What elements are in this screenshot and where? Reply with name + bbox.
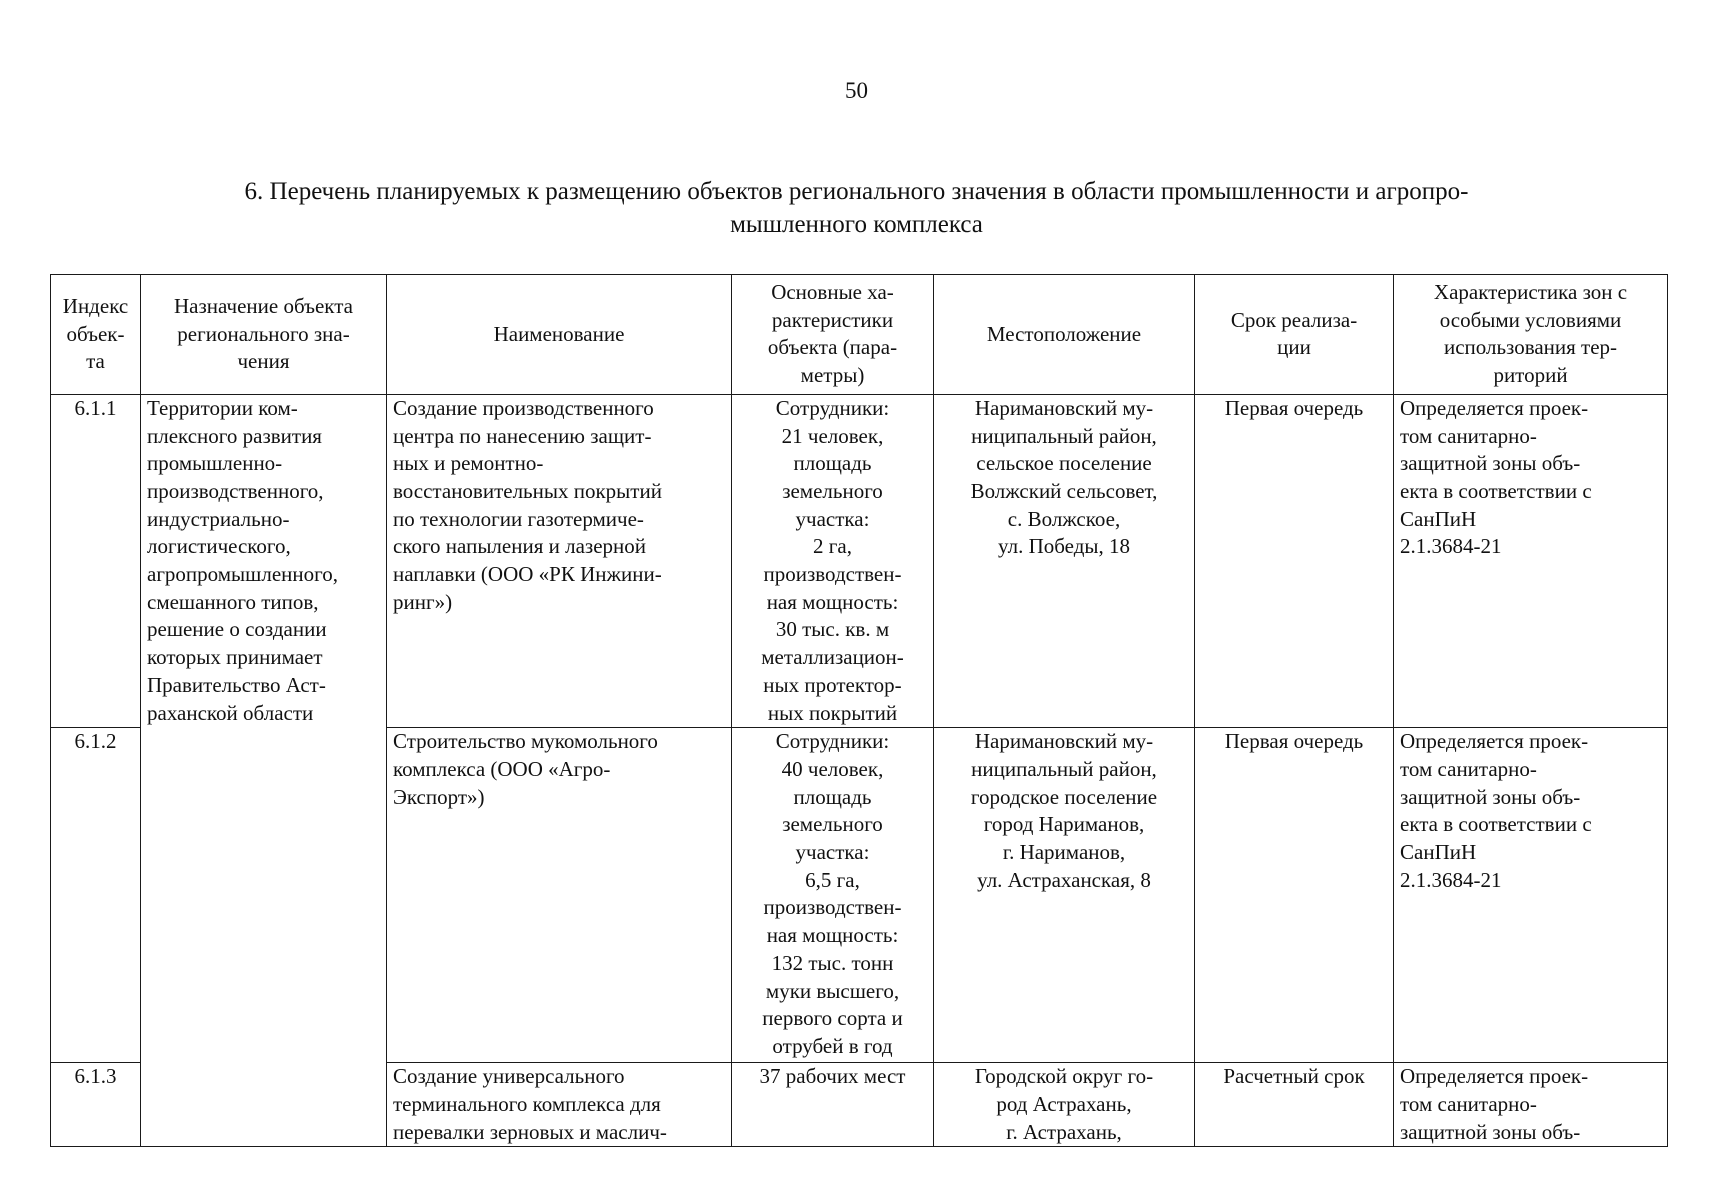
cell-text-line: 132 тыс. тонн [771,950,894,975]
cell-text-line: решение о создании [147,617,327,642]
cell-location [934,1063,1195,1147]
cell-text-line: Определяется проек- [1400,395,1589,420]
cell-text-line: особыми условиями [1439,307,1622,332]
cell-text-line: земельного [782,478,883,503]
cell-text-line: перевалки зерновых и маслич- [393,1119,667,1144]
cell-text-line: ского напыления и лазерной [393,534,646,559]
cell-text-line: род Астрахань, [996,1091,1132,1116]
cell-text-line: Волжский сельсовет, [970,478,1158,503]
cell-text-line: ных и ремонтно- [393,451,544,476]
cell-text-line: 21 человек, [781,423,884,448]
cell-text-line: Первая очередь [1224,729,1364,754]
cell-text-line: индустриально- [147,506,290,531]
cell-text-line: отрубей в год [772,1033,893,1058]
cell-text-line: город Нариманов, [983,812,1145,837]
cell-text-line: г. Астрахань, [1006,1119,1122,1144]
cell-text-line: Определяется проек- [1400,729,1589,754]
cell-text-line: Первая очередь [1224,395,1364,420]
cell-params [732,728,934,1063]
cell-text-line: Территории ком- [147,395,298,420]
cell-text-line: Правительство Аст- [147,672,326,697]
cell-text-line: производствен- [763,895,902,920]
header-row [51,275,1668,395]
header-location [934,275,1195,395]
cell-text-line: Расчетный срок [1223,1064,1365,1089]
cell-text-line: площадь [793,784,872,809]
cell-name [387,728,732,1063]
cell-text-line: та [86,349,105,374]
cell-text-line: наплавки (ООО «РК Инжини- [393,562,662,587]
cell-name [387,1063,732,1147]
cell-text-line: участка: [795,840,870,865]
cell-text-line: том санитарно- [1400,756,1537,781]
cell-text-line: рактеристики [771,307,894,332]
cell-text-line: г. Нариманов, [1002,840,1126,865]
cell-text-line: регионального зна- [177,321,350,346]
cell-text-line: 37 рабочих мест [759,1064,906,1089]
cell-text-line: терминального комплекса для [393,1091,661,1116]
cell-text-line: ных протектор- [763,672,902,697]
cell-term [1195,394,1394,727]
cell-text-line: Срок реализа- [1230,307,1358,332]
cell-text-line: Экспорт») [393,784,485,809]
cell-zones [1394,728,1668,1063]
cell-text-line: Местоположение [986,321,1142,346]
cell-text-line: центра по нанесению защит- [393,423,652,448]
page-number: 50 [845,78,868,103]
cell-text-line: с. Волжское, [1007,506,1121,531]
cell-text-line: земельного [782,812,883,837]
cell-text-line: объекта (пара- [767,335,898,360]
cell-text-line: екта в соответствии с [1400,478,1592,503]
cell-text-line: чения [237,349,290,374]
document-title [150,175,1563,241]
cell-text-line: городское поселение [970,784,1158,809]
cell-text-line: плексного развития [147,423,322,448]
cell-term [1195,728,1394,1063]
title-line: 6. Перечень планируемых к размещению объектов регионального значения в области промышленности и агропро- [244,178,1469,205]
cell-text-line: ул. Победы, 18 [998,534,1130,559]
cell-text-line: по технологии газотермиче- [393,506,644,531]
cell-text-line: промышленно- [147,451,283,476]
cell-text-line: 30 тыс. кв. м [775,617,890,642]
cell-text-line: металлизацион- [761,645,904,670]
cell-text-line: производствен- [763,562,902,587]
cell-text-line: защитной зоны объ- [1400,784,1581,809]
cell-params [732,394,934,727]
cell-text-line: комплекса (ООО «Агро- [393,756,611,781]
cell-index: 6.1.3 [51,1063,141,1147]
cell-text-line: ринг») [393,589,453,614]
cell-text-line: Создание универсального [393,1064,625,1089]
cell-text-line: ная мощность: [766,589,899,614]
cell-text-line: производственного, [147,478,324,503]
cell-text-line: 2.1.3684-21 [1400,867,1502,892]
header-name [387,275,732,395]
cell-zones [1394,394,1668,727]
cell-text-line: 2.1.3684-21 [1400,534,1502,559]
cell-text-line: Наримановский му- [974,729,1154,754]
cell-purpose [141,394,387,1147]
cell-text-line: сельское поселение [976,451,1152,476]
cell-text-line: СанПиН [1400,840,1477,865]
cell-index: 6.1.1 [51,394,141,727]
cell-text-line: ниципальный район, [971,756,1157,781]
cell-text-line: первого сорта и [762,1006,903,1031]
cell-text-line: защитной зоны объ- [1400,451,1581,476]
header-purpose [141,275,387,395]
cell-text-line: восстановительных покрытий [393,478,662,503]
cell-text-line: Характеристика зон с [1433,280,1628,304]
cell-text-line: которых принимает [147,645,323,670]
cell-text-line: Основные ха- [771,280,894,304]
cell-text-line: Наримановский му- [974,395,1154,420]
cell-text-line: метры) [800,363,865,388]
cell-zones [1394,1063,1668,1147]
cell-text-line: Сотрудники: [775,729,890,754]
cell-text-line: Индекс [62,293,129,318]
cell-text-line: ная мощность: [766,923,899,948]
cell-text-line: Городской округ го- [974,1064,1154,1089]
cell-params [732,1063,934,1147]
cell-text-line: СанПиН [1400,506,1477,531]
cell-text-line: Определяется проек- [1400,1064,1589,1089]
cell-text-line: 40 человек, [781,756,884,781]
header-term [1195,275,1394,395]
cell-text-line: ул. Астраханская, 8 [977,867,1151,892]
cell-location [934,394,1195,727]
cell-text-line: екта в соответствии с [1400,812,1592,837]
objects-table [50,274,1668,1147]
cell-text-line: риторий [1493,363,1568,388]
cell-text-line: площадь [793,451,872,476]
cell-text-line: смешанного типов, [147,589,319,614]
cell-text-line: агропромышленного, [147,562,338,587]
cell-text-line: Строительство мукомольного [393,729,658,754]
cell-text-line: использования тер- [1443,335,1618,360]
cell-text-line: том санитарно- [1400,423,1537,448]
header-params [732,275,934,395]
cell-text-line: защитной зоны объ- [1400,1119,1581,1144]
title-line: мышленного комплекса [730,211,983,238]
cell-term [1195,1063,1394,1147]
table-row [51,394,1668,727]
cell-name [387,394,732,727]
cell-text-line: Сотрудники: [775,395,890,420]
header-index [51,275,141,395]
cell-text-line: раханской области [147,700,314,725]
cell-text-line: участка: [795,506,870,531]
cell-text-line: 6,5 га, [805,867,860,892]
cell-text-line: Создание производственного [393,395,654,420]
cell-text-line: 2 га, [813,534,852,559]
cell-text-line: муки высшего, [765,978,900,1003]
cell-text-line: ниципальный район, [971,423,1157,448]
cell-index: 6.1.2 [51,728,141,1063]
cell-text-line: ции [1277,335,1311,360]
cell-text-line: объек- [66,321,125,346]
cell-location [934,728,1195,1063]
cell-text-line: Наименование [493,321,625,346]
cell-text-line: логистического, [147,534,291,559]
cell-text-line: Назначение объекта [174,293,353,318]
header-zones [1394,275,1668,395]
cell-text-line: том санитарно- [1400,1091,1537,1116]
cell-text-line: ных покрытий [767,700,898,725]
